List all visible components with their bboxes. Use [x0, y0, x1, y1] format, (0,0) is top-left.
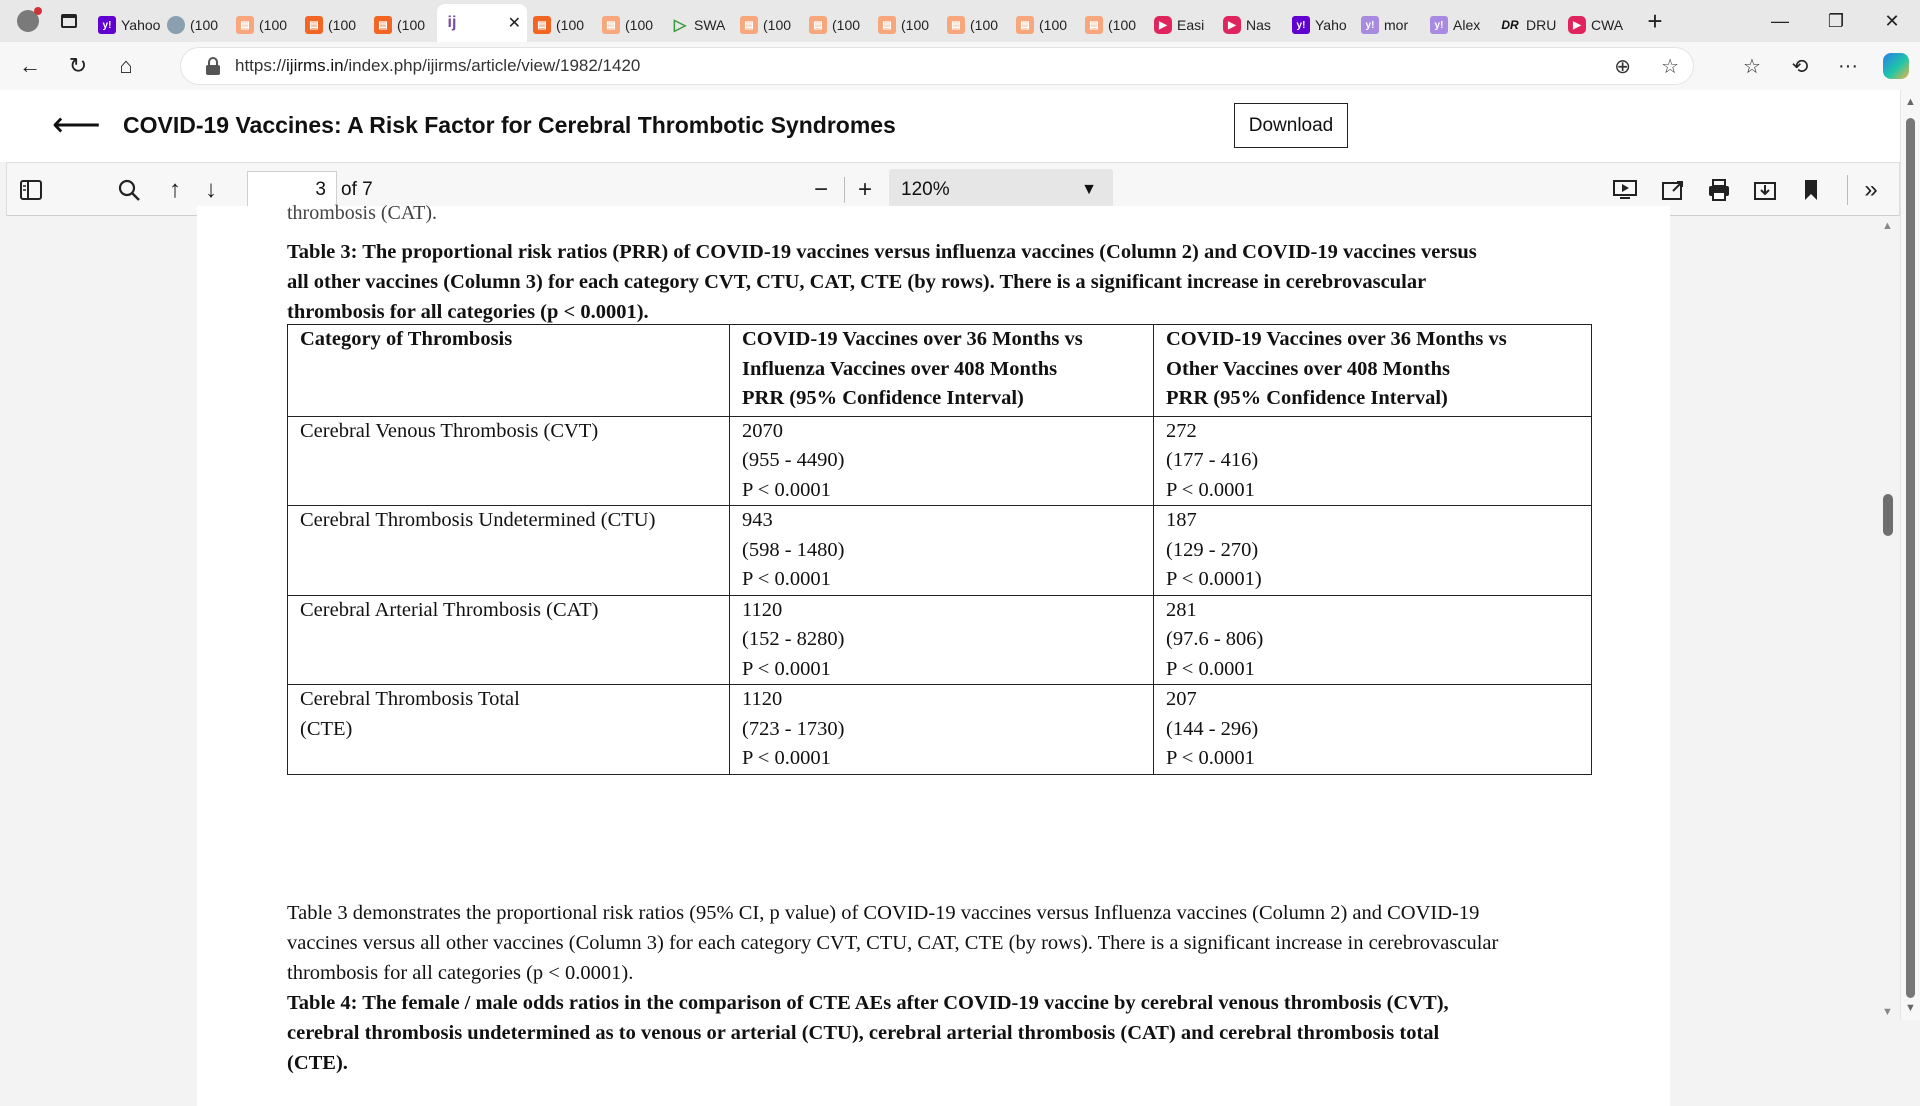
tab-label: (100 — [1108, 17, 1137, 33]
play-icon: ▷ — [673, 17, 687, 34]
cell-line: P < 0.0001 — [1166, 478, 1255, 501]
bookmark-icon[interactable] — [1793, 163, 1829, 217]
yahoo-icon: y! — [1292, 16, 1310, 34]
close-tab-icon[interactable]: ✕ — [507, 15, 521, 32]
profile-avatar-icon[interactable] — [10, 3, 46, 39]
pdf-viewer[interactable] — [6, 202, 1880, 1074]
zoom-out-icon[interactable]: − — [813, 176, 828, 203]
yahoo-icon: y! — [1361, 16, 1379, 34]
cell-line: 272 — [1166, 419, 1197, 442]
url-host: ijirms.in — [286, 56, 344, 75]
scrollbar-thumb[interactable] — [1883, 494, 1893, 536]
tab-list — [92, 0, 1631, 42]
cell-line: 1120 — [742, 688, 783, 710]
back-icon[interactable]: ← — [19, 53, 41, 78]
table-cell — [730, 595, 1154, 685]
favorites-icon[interactable]: ☆ — [1743, 55, 1761, 78]
table-row — [288, 685, 1592, 775]
yahoo-icon: y! — [98, 16, 116, 34]
cell-line: 2070 — [742, 419, 783, 442]
table-header-cell — [288, 325, 730, 417]
save-icon[interactable] — [1747, 163, 1783, 217]
cell-line: (152 - 8280) — [742, 628, 845, 650]
cell-line: 187 — [1166, 509, 1197, 531]
bookmark-app-icon: ▤ — [602, 16, 620, 34]
tab-label: Alex — [1453, 17, 1481, 33]
tab-label: SWA — [694, 17, 726, 33]
page-number-input[interactable]: 3 — [247, 171, 337, 209]
cell-line: (CTE) — [300, 717, 353, 740]
table-cell — [288, 506, 730, 596]
header-line: Category of Thrombosis — [300, 328, 513, 350]
table-cell — [730, 685, 1154, 775]
browser-tab[interactable] — [1010, 8, 1079, 42]
table-cell — [730, 416, 1154, 506]
zoom-icon[interactable]: ⊕ — [1614, 55, 1632, 78]
tab-label: mor — [1384, 17, 1409, 33]
tab-label: (100 — [763, 17, 792, 33]
search-icon[interactable] — [111, 163, 147, 217]
tab-label: (100 — [832, 17, 861, 33]
browser-tab[interactable] — [734, 8, 803, 42]
browser-tab[interactable] — [596, 8, 665, 42]
browser-tab[interactable] — [1217, 8, 1286, 42]
youtube-icon: ▶ — [1223, 16, 1241, 34]
minimize-button[interactable]: — — [1771, 10, 1789, 31]
bookmark-app-icon: ▤ — [878, 16, 896, 34]
next-page-icon[interactable]: ↓ — [205, 176, 217, 203]
table-body — [288, 416, 1592, 774]
tab-label: (100 — [397, 17, 426, 33]
cell-line: (144 - 296) — [1166, 717, 1259, 740]
browser-tab[interactable] — [941, 8, 1010, 42]
browser-tab[interactable] — [1355, 8, 1424, 42]
cell-line: P < 0.0001 — [742, 568, 831, 590]
browser-tab[interactable] — [437, 4, 527, 42]
cell-line: (598 - 1480) — [742, 538, 845, 561]
tab-label: (100 — [970, 17, 999, 33]
bookmark-app-icon: ▤ — [1085, 16, 1103, 34]
tab-label: (100 — [190, 17, 219, 33]
home-icon[interactable]: ⌂ — [119, 53, 133, 78]
browser-tab[interactable] — [527, 8, 596, 42]
caption-line: Table 4: The female / male odds ratios in the comparison of CTE AEs after COVID-19 vaccine by cerebral venous thrombosis (CVT), — [287, 992, 1449, 1014]
browser-tab[interactable] — [299, 8, 368, 42]
caption-line: all other vaccines (Column 3) for each category CVT, CTU, CAT, CTE (by rows). There is a significant increase in cerebrovascular — [287, 271, 1427, 293]
caption-line: cerebral thrombosis undetermined as to venous or arterial (CTU), cerebral arterial thrombosis (CAT) and cerebral thrombosis total — [287, 1022, 1440, 1044]
cell-line: Cerebral Thrombosis Total — [300, 688, 520, 710]
browser-tab[interactable] — [230, 8, 299, 42]
tab-label: (100 — [259, 17, 288, 33]
scroll-down-icon[interactable]: ▼ — [1905, 1002, 1916, 1014]
cell-line: (955 - 4490) — [742, 449, 845, 471]
table-cell — [288, 416, 730, 506]
paragraph-line: vaccines versus all other vaccines (Column 3) for each category CVT, CTU, CAT, CTE (by rows). There is a significant increase in cerebrovascular — [287, 932, 1499, 954]
table-row — [288, 506, 1592, 596]
url-text[interactable] — [235, 56, 640, 76]
tab-label: Easi — [1177, 17, 1205, 33]
download-button[interactable]: Download — [1234, 103, 1348, 148]
globe-icon — [167, 16, 185, 34]
table-cell — [730, 506, 1154, 596]
caption-line: Table 3: The proportional risk ratios (PRR) of COVID-19 vaccines versus influenza vaccines (Column 2) and COVID-19 vaccines versus — [287, 241, 1477, 263]
cell-line: P < 0.0001 — [742, 747, 831, 769]
previous-page-icon[interactable]: ↑ — [169, 176, 181, 203]
table-row — [288, 416, 1592, 506]
cell-line: (177 - 416) — [1166, 449, 1259, 471]
scroll-down-icon[interactable]: ▼ — [1882, 1006, 1893, 1018]
cell-line: 281 — [1166, 598, 1197, 621]
header-line: PRR (95% Confidence Interval) — [1166, 387, 1448, 409]
print-icon[interactable] — [1701, 163, 1737, 217]
header-line: Other Vaccines over 408 Months — [1166, 357, 1450, 380]
url-path: /index.php/ijirms/article/view/1982/1420 — [343, 56, 641, 75]
scroll-up-icon[interactable]: ▲ — [1905, 96, 1916, 108]
pdf-page — [197, 202, 1670, 1106]
table-cell — [288, 685, 730, 775]
table-cell — [1154, 595, 1592, 685]
navigation-bar — [0, 42, 1920, 90]
copilot-icon[interactable] — [1872, 42, 1920, 90]
browser-tab[interactable] — [1493, 8, 1562, 42]
tab-label: CWA — [1591, 17, 1624, 33]
caption-line: (CTE). — [287, 1052, 348, 1074]
cell-line: 943 — [742, 509, 773, 531]
sidebar-toggle-icon[interactable] — [13, 163, 49, 217]
page-total: of 7 — [341, 179, 373, 200]
back-arrow-icon[interactable]: ⟵ — [52, 106, 101, 144]
browser-tab[interactable] — [1424, 8, 1493, 42]
favorite-star-icon[interactable]: ☆ — [1661, 55, 1679, 78]
youtube-icon: ▶ — [1568, 16, 1586, 34]
tab-label: (100 — [625, 17, 654, 33]
cell-line: (129 - 270) — [1166, 538, 1259, 561]
url-prefix: https:// — [235, 56, 287, 75]
tab-label: (100 — [901, 17, 930, 33]
history-icon[interactable]: ⟲ — [1791, 55, 1809, 78]
tab-label: (100 — [556, 17, 585, 33]
chevron-down-icon: ▼ — [1081, 181, 1097, 198]
table-header-cell — [1154, 325, 1592, 417]
scrollbar-thumb[interactable] — [1906, 118, 1915, 998]
tab-label: (100 — [328, 17, 357, 33]
yahoo-icon: y! — [1430, 16, 1448, 34]
scroll-up-icon[interactable]: ▲ — [1882, 220, 1893, 232]
tab-label: (100 — [1039, 17, 1068, 33]
browser-tab[interactable] — [665, 8, 734, 42]
bookmark-app-icon: ▤ — [236, 16, 254, 34]
cell-line: P < 0.0001) — [1166, 568, 1262, 590]
cell-line: (723 - 1730) — [742, 717, 845, 740]
header-line: PRR (95% Confidence Interval) — [742, 387, 1024, 409]
header-line: Influenza Vaccines over 408 Months — [742, 357, 1058, 380]
zoom-select[interactable] — [889, 169, 1113, 211]
table3 — [287, 324, 1592, 775]
cell-line: Cerebral Arterial Thrombosis (CAT) — [300, 598, 599, 621]
browser-tab[interactable] — [92, 8, 161, 42]
browser-tab[interactable] — [1562, 8, 1631, 42]
pdf-scrollbar[interactable] — [1878, 216, 1898, 1016]
tab-actions-icon[interactable] — [52, 4, 86, 38]
zoom-in-icon[interactable]: + — [857, 176, 872, 203]
tab-label: Nas — [1246, 17, 1271, 33]
toolbar-divider — [1847, 175, 1848, 205]
caption-line: thrombosis for all categories (p < 0.0001). — [287, 301, 649, 323]
table-cell — [288, 595, 730, 685]
table3-caption — [287, 237, 1591, 327]
cell-line: P < 0.0001 — [1166, 747, 1255, 769]
browser-tab[interactable] — [1286, 8, 1355, 42]
bookmark-app-icon: ▤ — [533, 16, 551, 34]
cell-line: 1120 — [742, 598, 783, 621]
bookmark-app-icon: ▤ — [809, 16, 827, 34]
tab-label: Yaho — [1315, 17, 1347, 33]
bookmark-app-icon: ▤ — [947, 16, 965, 34]
address-bar[interactable] — [180, 47, 1694, 85]
new-tab-button[interactable]: + — [1647, 5, 1663, 36]
page-scrollbar[interactable] — [1900, 90, 1920, 1020]
bookmark-app-icon: ▤ — [374, 16, 392, 34]
zoom-value: 120% — [901, 179, 950, 200]
browser-tab[interactable] — [872, 8, 941, 42]
cell-line: P < 0.0001 — [742, 478, 831, 501]
bookmark-app-icon: ▤ — [1016, 16, 1034, 34]
previous-text-fragment: thrombosis (CAT). — [287, 202, 437, 224]
table-cell — [1154, 416, 1592, 506]
restore-button[interactable]: ❐ — [1827, 10, 1845, 31]
table-header-row — [288, 325, 1592, 417]
cell-line: (97.6 - 806) — [1166, 628, 1264, 650]
browser-tab[interactable] — [368, 8, 437, 42]
article-title: COVID-19 Vaccines: A Risk Factor for Cerebral Thrombotic Syndromes — [123, 112, 896, 138]
more-tools-icon[interactable]: » — [1864, 176, 1878, 203]
cell-line: 207 — [1166, 688, 1197, 710]
bookmark-app-icon: ▤ — [740, 16, 758, 34]
refresh-icon[interactable]: ↻ — [68, 53, 88, 78]
table-header-cell — [730, 325, 1154, 417]
browser-tab[interactable] — [1148, 8, 1217, 42]
paragraph-line: Table 3 demonstrates the proportional risk ratios (95% CI, p value) of COVID-19 vaccines versus Influenza vaccines (Column 2) and COVID-19 — [287, 902, 1480, 924]
cell-line: Cerebral Thrombosis Undetermined (CTU) — [300, 509, 656, 531]
header-line: COVID-19 Vaccines over 36 Months vs — [1166, 328, 1507, 350]
browser-tab[interactable] — [803, 8, 872, 42]
browser-tab[interactable] — [161, 8, 230, 42]
ijirms-icon: ij — [447, 14, 457, 31]
cell-line: P < 0.0001 — [742, 657, 831, 680]
table4-caption — [287, 988, 1591, 1078]
browser-tab[interactable] — [1079, 8, 1148, 42]
table-row — [288, 595, 1592, 685]
dr-icon: DR — [1501, 18, 1519, 32]
tab-strip — [0, 0, 1920, 42]
youtube-icon: ▶ — [1154, 16, 1172, 34]
paragraph-line: thrombosis for all categories (p < 0.0001). — [287, 962, 634, 984]
table-cell — [1154, 506, 1592, 596]
cell-line: P < 0.0001 — [1166, 657, 1255, 680]
table-cell — [1154, 685, 1592, 775]
tab-label: DRU — [1526, 17, 1557, 33]
table3-description — [287, 898, 1591, 988]
header-line: COVID-19 Vaccines over 36 Months vs — [742, 328, 1083, 350]
tab-label: Yahoo — [121, 17, 161, 33]
more-menu-icon[interactable]: ··· — [1838, 54, 1858, 77]
lock-icon[interactable] — [205, 57, 221, 75]
bookmark-app-icon: ▤ — [305, 16, 323, 34]
zoom-divider — [844, 177, 845, 203]
article-header — [0, 90, 1900, 162]
cell-line: Cerebral Venous Thrombosis (CVT) — [300, 419, 599, 442]
close-window-button[interactable]: ✕ — [1884, 10, 1900, 31]
